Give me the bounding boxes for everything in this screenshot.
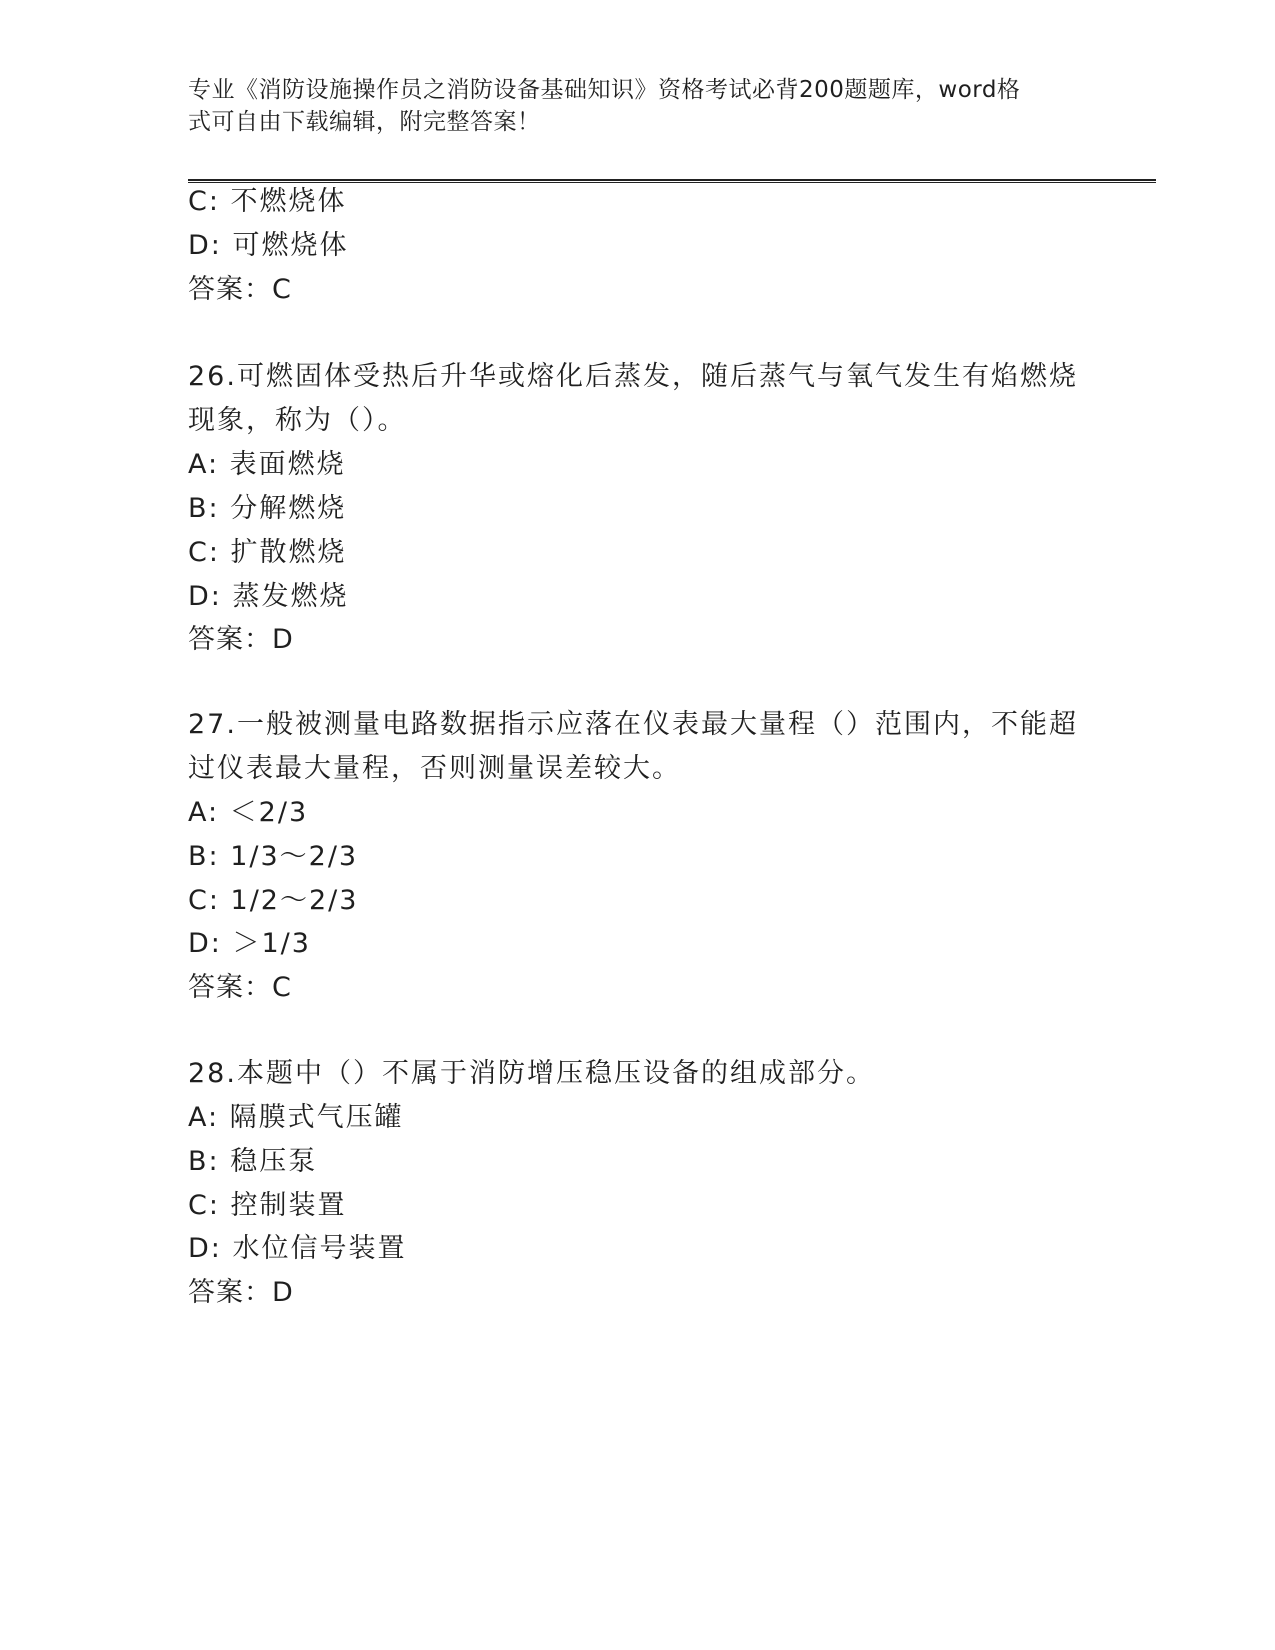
q28-answer: 答案：D [188, 1277, 294, 1308]
q26-option-d: D: 蒸发燃烧 [188, 581, 349, 612]
q27-stem-line-1: 27.一般被测量电路数据指示应落在仪表最大量程（）范围内，不能超 [188, 709, 1078, 740]
prev-option-c: C: 不燃烧体 [188, 186, 347, 217]
q27-stem-line-2: 过仪表最大量程，否则测量误差较大。 [188, 753, 681, 784]
q28-option-a: A: 隔膜式气压罐 [188, 1102, 404, 1133]
document-header [188, 74, 1068, 138]
q27-option-b: B: 1/3～2/3 [188, 841, 359, 872]
q28-stem-line-1: 28.本题中（）不属于消防增压稳压设备的组成部分。 [188, 1058, 875, 1089]
header-divider [188, 179, 1156, 183]
q27-option-a: A: ＜2/3 [188, 797, 309, 828]
prev-answer: 答案：C [188, 274, 292, 305]
q26-option-b: B: 分解燃烧 [188, 493, 347, 524]
prev-option-d: D: 可燃烧体 [188, 230, 349, 261]
q27-option-c: C: 1/2～2/3 [188, 885, 359, 916]
q26-answer: 答案：D [188, 624, 294, 655]
q26-stem-line-2: 现象，称为（）。 [188, 405, 407, 436]
document-page [188, 0, 1158, 1650]
q26-option-c: C: 扩散燃烧 [188, 537, 347, 568]
header-line-1: 专业《消防设施操作员之消防设备基础知识》资格考试必背200题题库，word格 [188, 77, 1021, 103]
q26-stem-line-1: 26.可燃固体受热后升华或熔化后蒸发，随后蒸气与氧气发生有焰燃烧 [188, 361, 1078, 392]
q26-option-a: A: 表面燃烧 [188, 449, 346, 480]
q28-option-b: B: 稳压泵 [188, 1146, 318, 1177]
q28-option-c: C: 控制装置 [188, 1190, 347, 1221]
header-line-2: 式可自由下载编辑，附完整答案！ [188, 109, 541, 135]
q27-answer: 答案：C [188, 972, 292, 1003]
q27-option-d: D: ＞1/3 [188, 928, 311, 959]
q28-option-d: D: 水位信号装置 [188, 1233, 407, 1264]
